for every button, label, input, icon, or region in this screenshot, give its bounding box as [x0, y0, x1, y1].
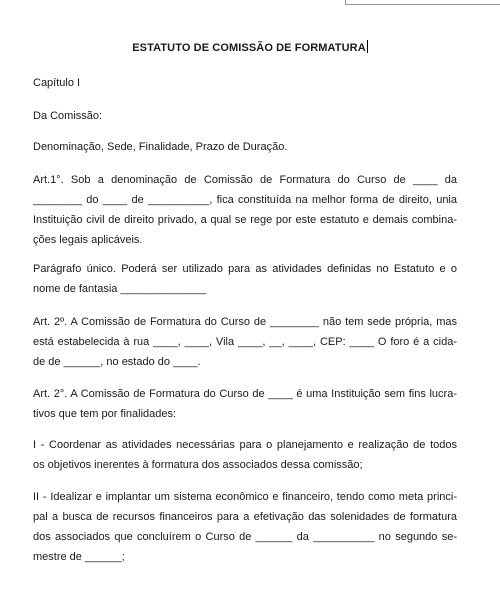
article-2b-paragraph: [33, 384, 457, 424]
item-i-line: os objetivos inerentes à formatura dos associados dessa comissão;: [33, 459, 363, 471]
item-i-paragraph: [33, 435, 457, 475]
section-text: Da Comissão:: [33, 110, 103, 122]
article-1-line: Instituição civil de direito privado, a qual se rege por este estatuto e demais combina-: [33, 214, 457, 226]
article-2a-line: Art. 2º. A Comissão de Formatura do Curso de ________ não tem sede própria, mas: [33, 316, 457, 328]
document-title-text: ESTATUTO DE COMISSÃO DE FORMATURA: [132, 42, 366, 54]
article-2a-paragraph: [33, 312, 457, 372]
article-2b-line: Art. 2°. A Comissão de Formatura do Curso de ____ é uma Instituição sem fins lucra-: [33, 388, 457, 400]
item-ii-line: II - Idealizar e implantar um sistema econômico e financeiro, tendo como meta princi-: [33, 491, 457, 503]
article-1-line: Art.1°. Sob a denominação de Comissão de Formatura do Curso de ____ da: [33, 174, 457, 186]
article-1-line: ________ do ____ de __________, fica constituída na melhor forma de direito, unia: [33, 194, 457, 206]
item-i-line: I - Coordenar as atividades necessárias para o planejamento e realização de todos: [33, 439, 457, 451]
article-2a-line: está estabelecida à rua ____, ____, Vila ____, __, ____, CEP: ____ O foro é a cida-: [33, 336, 457, 348]
item-ii-line: pal a busca de recursos financeiros para a efetivação das solenidades de formatura: [33, 511, 457, 523]
window-corner-frame: [345, 0, 500, 5]
subject-text: Denominação, Sede, Finalidade, Prazo de Duração.: [33, 141, 288, 153]
paragrafo-unico: [33, 259, 457, 299]
text-cursor: [367, 40, 368, 53]
chapter-text: Capítulo I: [33, 77, 81, 89]
article-1-paragraph: [33, 170, 457, 250]
item-ii-line: mestre de ______;: [33, 551, 125, 563]
article-1-line: ções legais aplicáveis.: [33, 234, 143, 246]
chapter-heading: [33, 73, 457, 93]
item-ii-paragraph: [33, 487, 457, 567]
item-ii-line: dos associados que concluírem o Curso de ______ da __________ no segundo se-: [33, 531, 457, 543]
subject-heading: [33, 137, 457, 157]
article-2b-line: tivos que tem por finalidades:: [33, 408, 177, 420]
document-title: [0, 40, 500, 54]
paragrafo-line: Parágrafo único. Poderá ser utilizado para as atividades definidas no Estatuto e o: [33, 263, 457, 275]
paragrafo-line: nome de fantasia ______________: [33, 283, 207, 295]
article-2a-line: de de ______, no estado do ____.: [33, 356, 201, 368]
section-heading: [33, 106, 457, 126]
